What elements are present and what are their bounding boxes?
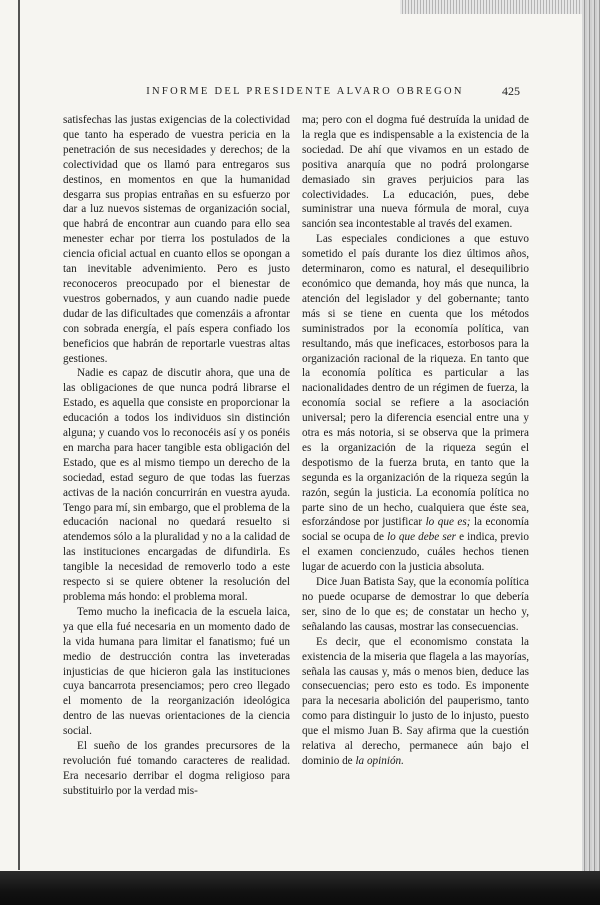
paragraph: satisfechas las justas exigencias de la colectividad que tanto ha esperado de vuestra pericia en la penetración de sus necesidades y derechos; de la colectividad que os llamó para entregaros sus destinos, en momentos en que la humanidad desgarra sus propias entrañas en su esfuerzo por dar a luz nuevos sistemas de organización social, que habrá de encontrar aun cuando para ello sea menester echar por tierra los postulados de la ciencia oficial actual en cuanto ellos se opongan a tan inevitable advenimiento. Pero es justo reconoceros preocupado por el bienestar de vuestros gobernados, y aun cuando nadie puede dudar de las dificultades que comenzáis a afrontar con sobrada energía, el país espera confiado los beneficios que habrán de reportarle vuestras altas gestiones. [63, 114, 290, 365]
paragraph [302, 635, 529, 769]
page-header [60, 86, 520, 102]
page-number: 425 [502, 84, 520, 98]
scan-edge-bottom [0, 871, 600, 905]
scan-edge-top [400, 0, 600, 14]
text-run: la economía social se ocupa de [302, 516, 530, 544]
text-run: Es decir, que el economismo constata la existencia de la miseria que flagela a las mayorías, señala las causas y, más o menos bien, deduce las consecuencias; pero esto es todo. Es imponente para la necesaria abolición del pauperismo, tanto como para distinguir lo justo de lo injusto, puesto que el mismo Juan B. Say afirma que la cuestión relativa al derecho, permanece aún bajo el dominio de [302, 635, 529, 767]
paragraph: El sueño de los grandes precursores de la revolución fué tomando caracteres de realidad. Era necesario derribar el dogma religioso para substituirlo por la verdad mis- [63, 740, 290, 797]
paragraph: Dice Juan Batista Say, que la economía política no puede ocuparse de demostrar lo que debería ser, sino de lo que es; de constatar un hecho y, señalando las causas, mostrar las consecuencias. [302, 576, 529, 633]
paragraph: Temo mucho la ineficacia de la escuela laica, ya que ella fué necesaria en un momento dado de la vida humana para limitar el fanatismo; fué un medio de destrucción contra las inveteradas injusticias de que hicieron gala las instituciones cuya bancarrota presenciamos; pero creo llegado el momento de la reorganización ideológica dentro de las nuevas orientaciones de la ciencia social. [63, 605, 290, 738]
scan-edge-left [18, 0, 20, 870]
paragraph: Nadie es capaz de discutir ahora, que una de las obligaciones de que nunca podrá librarse el Estado, es aquella que consiste en proporcionar la educación a todos los individuos sin distinción alguna; y cuando vos lo reconocéis así y os ponéis en marcha para hacer tangible esta obligación del Estado, que es al mismo tiempo un derecho de la sociedad, estad seguro de que todas las fuerzas activas de la nación concurrirán en vuestra ayuda. Tengo para mí, sin embargo, que el problema de la educación nacional no quedará resuelto si atendemos sólo a la pluralidad y no a la calidad de las instituciones encargadas de difundirla. Es tangible la necesidad de removerlo todo a este respecto si se quiere obtener la resolución del problema más hondo: el problema moral. [63, 367, 290, 603]
italic-text: lo que debe ser [387, 531, 457, 544]
text-run: e indica, previo el examen concienzudo, cuáles hechos tienen lugar de acuerdo con la justicia absoluta. [302, 531, 529, 574]
scan-edge-right [582, 0, 600, 905]
left-column [63, 113, 290, 799]
text-run: Las especiales condiciones a que estuvo sometido el país durante los diez últimos años, determinaron, como es natural, el desequilibrio económico que demanda, hoy más que nunca, la atención del legislador y del gobernante; tanto más si se tiene en cuenta que los métodos suministrados por la economía política, van resultando, más que ineficaces, estorbosos para la organización racional de la riqueza. En tanto que la economía política es particular a las nacionalidades dentro de un régimen de fuerza, la economía social se refiere a la asociación universal; pero la diferencia esencial entre una y otra es más notoria, si se observa que la primera es la organización de la riqueza según el despotismo de la fuerza bruta, en tanto que la segunda es la organización de la riqueza según la razón, según la justicia. La economía política no parte sino de un hecho, cualquiera que éste sea, esforzándose por justificar [302, 233, 529, 529]
paragraph: ma; pero con el dogma fué destruída la unidad de la regla que es indispensable a la existencia de la sociedad. De ahí que vivamos en un estado de positiva anarquía que no podrá prolongarse demasiado sin graves perjuicios para las colectividades. La educación, pues, debe suministrar una nueva fórmula de moral, cuya sanción sea incontestable al través del examen. [302, 114, 529, 231]
right-column [302, 113, 529, 769]
paragraph [302, 232, 529, 575]
running-head: INFORME DEL PRESIDENTE ALVARO OBREGON [146, 86, 464, 97]
italic-text: la opinión. [355, 754, 404, 767]
italic-text: lo que es; [425, 516, 471, 529]
